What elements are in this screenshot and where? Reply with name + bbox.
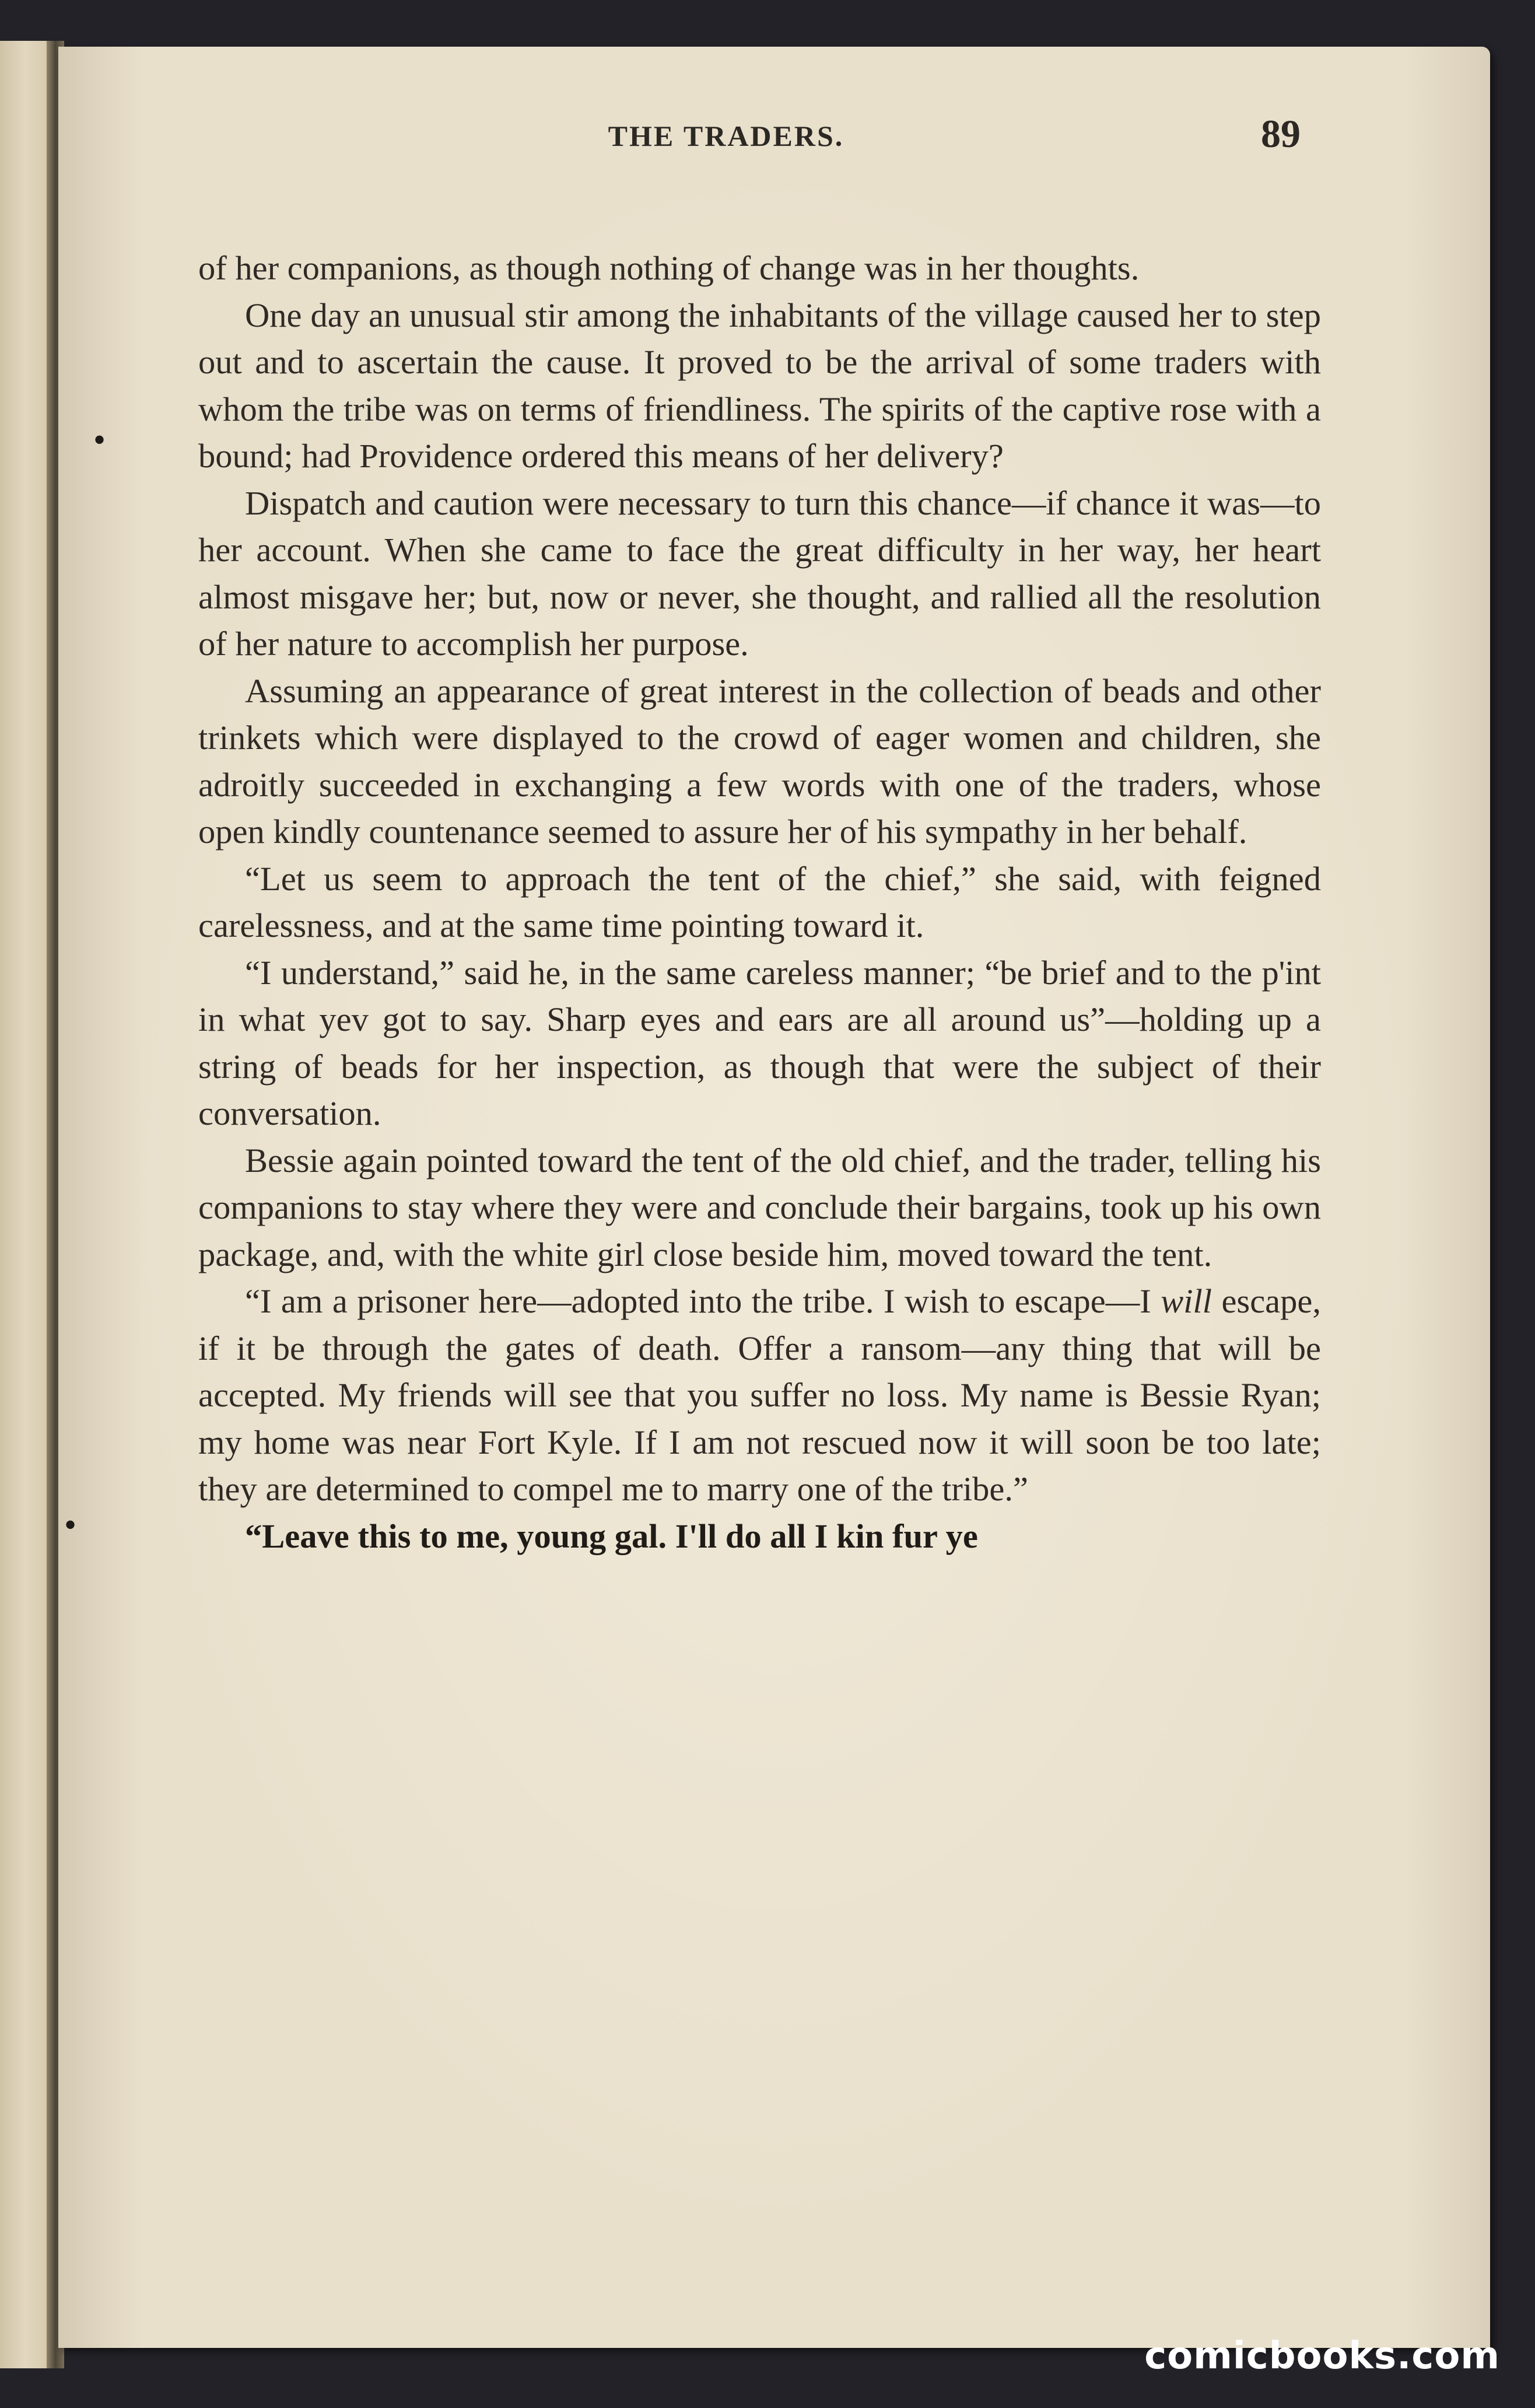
paragraph-1: of her companions, as though nothing of change was in her thoughts. bbox=[198, 249, 1140, 287]
page-header bbox=[146, 111, 1306, 163]
paragraph-8 bbox=[198, 1278, 1321, 1513]
body-text bbox=[198, 245, 1321, 1560]
paragraph-8-start: “I am a prisoner here—adopted into the tribe. I wish to escape—I bbox=[245, 1282, 1161, 1320]
paragraph-2: One day an unusual stir among the inhabitants of the village caused her to step out and to ascertain the cause. It proved to be the arrival of some traders with whom the tribe was on terms of friendliness. The spirits of the captive rose with a bound; had Providence ordered this means of her delivery? bbox=[198, 296, 1321, 475]
paragraph-7: Bessie again pointed toward the tent of the old chief, and the trader, telling his companions to stay where they were and conclude their bargains, took up his own package, and, with the white girl close beside him, moved toward the tent. bbox=[198, 1141, 1321, 1273]
paragraph-5: “Let us seem to approach the tent of the chief,” she said, with feigned carelessness, and at the same time pointing toward it. bbox=[198, 859, 1321, 944]
ink-mark-lower: • bbox=[64, 1506, 77, 1544]
emphasis-will: will bbox=[1161, 1282, 1212, 1320]
paragraph-4: Assuming an appearance of great interest in the collection of beads and other trinkets which were displayed to the crowd of eager women and children, she adroitly succeeded in exchanging a few words with one of the traders, whose open kindly countenance seemed to assure her of his sympathy in her behalf. bbox=[198, 671, 1321, 850]
paragraph-3: Dispatch and caution were necessary to turn this chance—if chance it was—to her account. When she came to face the great difficulty in her way, her heart almost misgave her; but, now or never, she thought, and rallied all the resolution of her nature to accomplish her purpose. bbox=[198, 484, 1321, 663]
running-title: THE TRADERS. bbox=[608, 120, 844, 152]
ink-mark-upper: • bbox=[93, 421, 106, 459]
paragraph-9: “Leave this to me, young gal. I'll do all I kin fur ye bbox=[245, 1517, 978, 1555]
paragraph-6: “I understand,” said he, in the same careless manner; “be brief and to the p'int in what yev got to say. Sharp eyes and ears are all around us”—holding up a string of beads for her inspection, as though that were the subject of their conversation. bbox=[198, 953, 1321, 1132]
site-watermark: comicbooks.com bbox=[1144, 2334, 1500, 2378]
paragraph-8-end: escape, if it be through the gates of death. Offer a ransom—any thing that will be accepted. My friends will see that you suffer no loss. My name is Bessie Ryan; my home was near Fort Kyle. If I am not rescued now it will soon be too late; they are determined to compel me to marry one of the tribe.” bbox=[198, 1282, 1321, 1508]
page-number: 89 bbox=[1261, 111, 1301, 156]
